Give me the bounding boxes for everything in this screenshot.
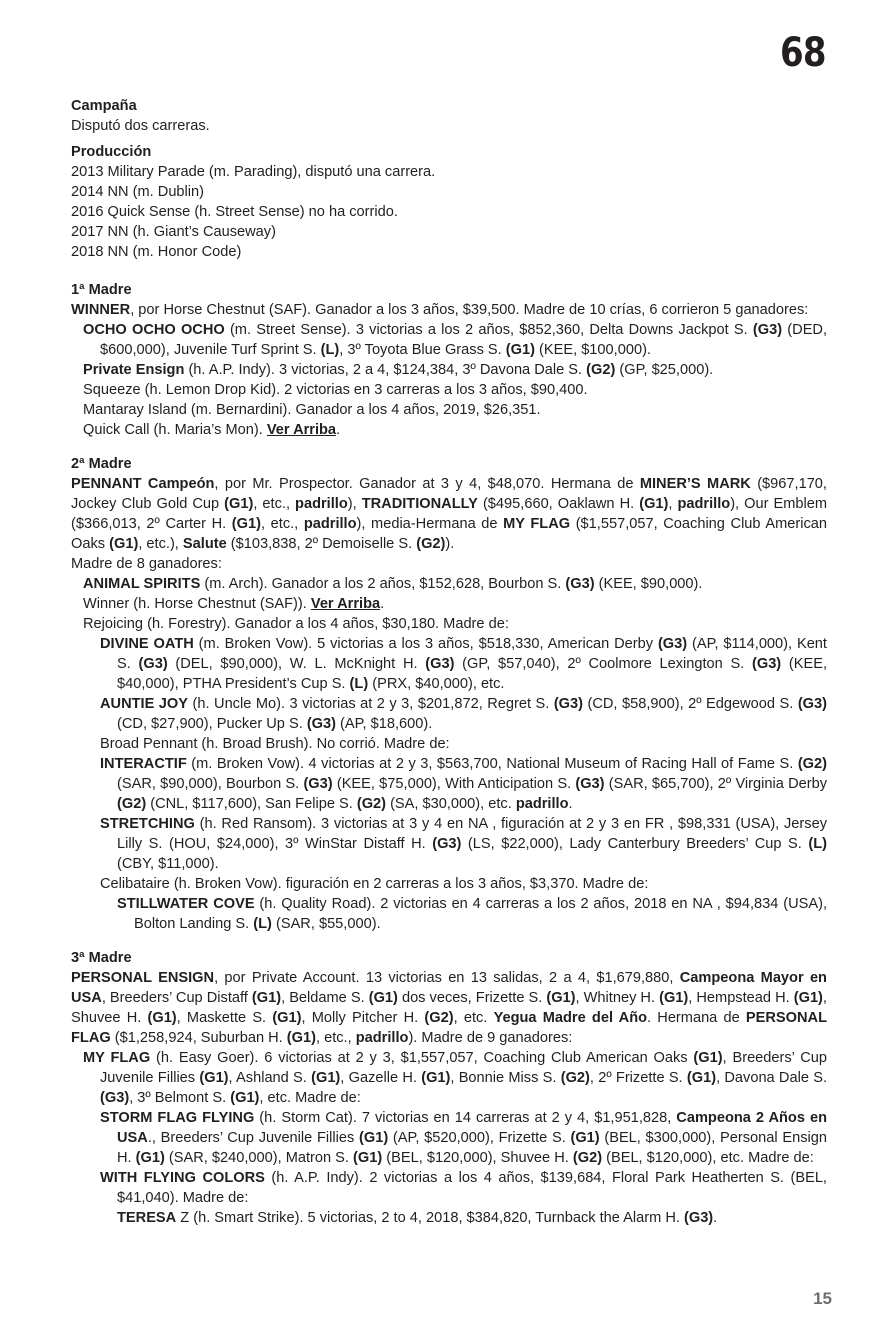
madre2-paragraph: PENNANT Campeón, por Mr. Prospector. Ganador at 3 y 4, $48,070. Hermana de MINER’S MARK ($967,170, Jockey Club Gold Cup (G1), etc., padrillo), TRADITIONALLY ($495,660, Oaklawn H. (G1), padrillo), Our Emblem ($366,013, 2º Carter H. (G1), etc., padrillo), media-Hermana de MY FLAG ($1,557,057, Coaching Club American Oaks (G1), etc.), Salute ($103,838, 2º Demoiselle S. (G2)). xyxy=(71,476,828,552)
ver-arriba-link[interactable]: Ver Arriba xyxy=(310,596,381,612)
produccion-item: 2016 Quick Sense (h. Street Sense) no ha corrido. xyxy=(71,204,398,220)
offspring-entry: Squeeze (h. Lemon Drop Kid). 2 victorias en 3 carreras a los 3 años, $90,400. xyxy=(83,382,588,398)
madre3-paragraph: PERSONAL ENSIGN, por Private Account. 13 victorias en 13 salidas, 2 a 4, $1,679,880, Campeona Mayor en USA, Breeders’ Cup Distaff (G1), Beldame S. (G1) dos veces, Frizette S. (G1), Whitney H. (G1), Hempstead H. (G1), Shuvee H. (G1), Maskette S. (G1), Molly Pitcher H. (G2), etc. Yegua Madre del Año. Hermana de PERSONAL FLAG ($1,258,924, Suburban H. (G1), etc., padrillo). Madre de 9 ganadores: xyxy=(71,970,828,1046)
offspring-entry: OCHO OCHO OCHO (m. Street Sense). 3 victorias a los 2 años, $852,360, Delta Downs Jackpot S. (G3) (DED, $600,000), Juvenile Turf Sprint S. (L), 3º Toyota Blue Grass S. (G1) (KEE, $100,000). xyxy=(83,322,828,358)
madre1-paragraph: WINNER, por Horse Chestnut (SAF). Ganador a los 3 años, $39,500. Madre de 10 crías, 6 corrieron 5 ganadores: xyxy=(71,302,809,318)
great-grand-offspring-entry: TERESA Z (h. Smart Strike). 5 victorias, 2 to 4, 2018, $384,820, Turnback the Alarm H. (G3). xyxy=(117,1210,718,1226)
lot-number: 68 xyxy=(780,30,826,76)
grand-offspring-entry: DIVINE OATH (m. Broken Vow). 5 victorias a los 3 años, $518,330, American Derby (G3) (AP, $114,000), Kent S. (G3) (DEL, $90,000), W. L. McKnight H. (G3) (GP, $57,040), 2º Coolmore Lexington S. (G3) (KEE, $40,000), PTHA President’s Cup S. (L) (PRX, $40,000), etc. xyxy=(100,636,827,692)
produccion-item: 2018 NN (m. Honor Code) xyxy=(71,244,242,260)
offspring-entry: Private Ensign (h. A.P. Indy). 3 victorias, 2 a 4, $124,384, 3º Davona Dale S. (G2) (GP, $25,000). xyxy=(83,362,714,378)
grand-offspring-entry: WITH FLYING COLORS (h. A.P. Indy). 2 victorias a los 4 años, $139,684, Floral Park Heatherten S. (BEL, $41,040). Madre de: xyxy=(100,1170,827,1206)
grand-offspring-entry: INTERACTIF (m. Broken Vow). 4 victorias at 2 y 3, $563,700, National Museum of Racing Hall of Fame S. (G2) (SAR, $90,000), Bourbon S. (G3) (KEE, $75,000), With Anticipation S. (G3) (SAR, $65,700), 2º Virginia Derby (G2) (CNL, $117,600), San Felipe S. (G2) (SA, $30,000), etc. padrillo. xyxy=(100,756,827,812)
section-title-madre2: 2ª Madre xyxy=(71,456,132,472)
grand-offspring-entry: AUNTIE JOY (h. Uncle Mo). 3 victorias at 2 y 3, $201,872, Regret S. (G3) (CD, $58,900), 2º Edgewood S. (G3) (CD, $27,900), Pucker Up S. (G3) (AP, $18,600). xyxy=(100,696,827,732)
grand-offspring-entry: Celibataire (h. Broken Vow). figuración en 2 carreras a los 3 años, $3,370. Madre de: xyxy=(100,876,649,892)
produccion-item: 2013 Military Parade (m. Parading), disputó una carrera. xyxy=(71,164,436,180)
grand-offspring-entry: STORM FLAG FLYING (h. Storm Cat). 7 victorias en 14 carreras at 2 y 4, $1,951,828, Campeona 2 Años en USA., Breeders’ Cup Juvenile Fillies (G1) (AP, $520,000), Frizette S. (G1) (BEL, $300,000), Personal Ensign H. (G1) (SAR, $240,000), Matron S. (G1) (BEL, $120,000), Shuvee H. (G2) (BEL, $120,000), etc. Madre de: xyxy=(100,1110,827,1166)
campana-text: Disputó dos carreras. xyxy=(71,118,210,134)
page-number: 15 xyxy=(813,1289,832,1308)
grand-offspring-entry: Broad Pennant (h. Broad Brush). No corrió. Madre de: xyxy=(100,736,450,752)
great-grand-offspring-entry: STILLWATER COVE (h. Quality Road). 2 victorias en 4 carreras a los 2 años, 2018 en NA , $94,834 (USA), Bolton Landing S. (L) (SAR, $55,000). xyxy=(117,896,827,932)
ver-arriba-link[interactable]: Ver Arriba xyxy=(266,422,337,438)
madre2-summary: Madre de 8 ganadores: xyxy=(71,556,222,572)
offspring-entry: MY FLAG (h. Easy Goer). 6 victorias at 2 y 3, $1,557,057, Coaching Club American Oaks (G1), Breeders’ Cup Juvenile Fillies (G1), Ashland S. (G1), Gazelle H. (G1), Bonnie Miss S. (G2), 2º Frizette S. (G1), Davona Dale S. (G3), 3º Belmont S. (G1), etc. Madre de: xyxy=(83,1050,827,1106)
offspring-entry: ANIMAL SPIRITS (m. Arch). Ganador a los 2 años, $152,628, Bourbon S. (G3) (KEE, $90,000). xyxy=(83,576,703,592)
offspring-entry: Winner (h. Horse Chestnut (SAF)). Ver Arriba. xyxy=(83,596,385,612)
produccion-item: 2014 NN (m. Dublin) xyxy=(71,184,205,200)
section-title-produccion: Producción xyxy=(71,144,152,160)
grand-offspring-entry: STRETCHING (h. Red Ransom). 3 victorias at 3 y 4 en NA , figuración at 2 y 3 en FR , $98,331 (USA), Jersey Lilly S. (HOU, $24,000), 3º WinStar Distaff H. (G3) (LS, $22,000), Lady Canterbury Breeders’ Cup S. (L) (CBY, $11,000). xyxy=(100,816,827,872)
offspring-entry: Mantaray Island (m. Bernardini). Ganador a los 4 años, 2019, $26,351. xyxy=(83,402,541,418)
offspring-entry: Rejoicing (h. Forestry). Ganador a los 4 años, $30,180. Madre de: xyxy=(83,616,509,632)
produccion-item: 2017 NN (h. Giant’s Causeway) xyxy=(71,224,276,240)
section-title-campana: Campaña xyxy=(71,98,137,114)
offspring-entry: Quick Call (h. Maria’s Mon). Ver Arriba. xyxy=(83,422,341,438)
section-title-madre3: 3ª Madre xyxy=(71,950,132,966)
pedigree-content xyxy=(71,96,827,1228)
section-title-madre1: 1ª Madre xyxy=(71,282,132,298)
